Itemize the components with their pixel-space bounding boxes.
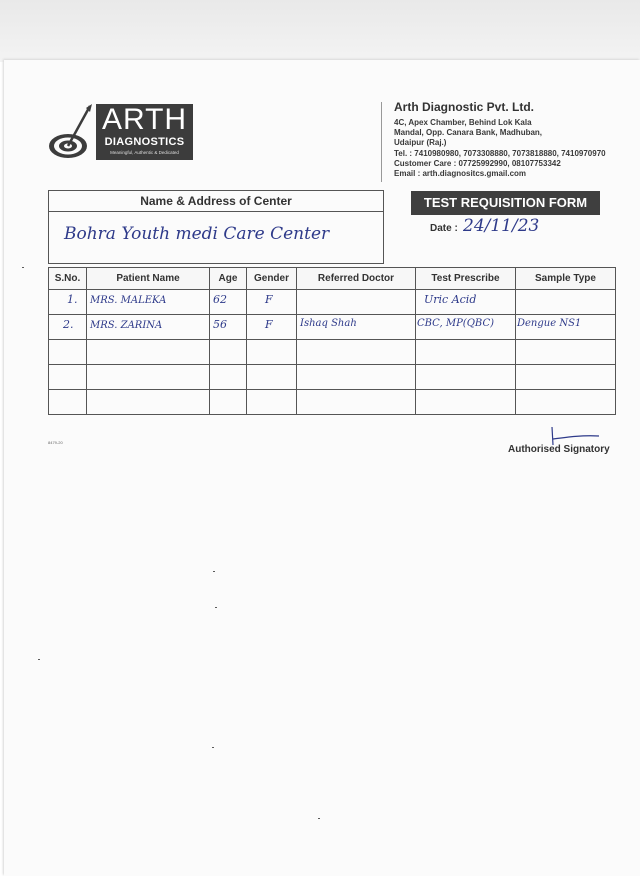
table-cell <box>210 365 247 390</box>
scan-speck <box>318 818 320 819</box>
table-header-row <box>49 268 616 290</box>
email-line: Email : arth.diagnositcs.gmail.com <box>394 169 527 178</box>
table-cell <box>87 365 210 390</box>
table-cell <box>516 365 616 390</box>
paper-sheet <box>4 60 640 876</box>
table-cell <box>49 340 87 365</box>
scan-speck <box>22 267 24 268</box>
table-row <box>49 390 616 415</box>
col-sample-type: Sample Type <box>516 268 616 290</box>
table-row <box>49 340 616 365</box>
table-cell <box>247 340 297 365</box>
col-referred-doctor: Referred Doctor <box>297 268 416 290</box>
table-cell: CBC, MP(QBC) <box>416 315 516 340</box>
col-sno: S.No. <box>49 268 87 290</box>
customer-care-line: Customer Care : 07725992990, 08107753342 <box>394 159 561 168</box>
table-cell: Dengue NS1 <box>516 315 616 340</box>
logo-subtitle: DIAGNOSTICS <box>104 136 185 148</box>
company-name: Arth Diagnostic Pvt. Ltd. <box>394 100 535 114</box>
form-title: TEST REQUISITION FORM <box>411 191 600 215</box>
table-cell: MRS. ZARINA <box>87 315 210 340</box>
scan-speck <box>38 659 40 660</box>
header-divider <box>381 102 382 182</box>
logo-wordmark <box>96 104 193 160</box>
table-row <box>49 315 616 340</box>
target-logo-icon <box>48 104 94 160</box>
scan-speck <box>213 571 215 572</box>
table-cell <box>297 390 416 415</box>
table-cell <box>416 390 516 415</box>
col-patient-name: Patient Name <box>87 268 210 290</box>
center-name: Bohra Youth medi Care Center <box>64 224 330 244</box>
logo-title: ARTH <box>101 103 188 136</box>
table-cell: MRS. MALEKA <box>87 290 210 315</box>
table-cell <box>87 390 210 415</box>
col-age: Age <box>210 268 247 290</box>
table-row <box>49 365 616 390</box>
authorised-signatory-label: Authorised Signatory <box>508 444 610 455</box>
table-cell <box>49 390 87 415</box>
table-row <box>49 290 616 315</box>
table-cell <box>247 390 297 415</box>
address-line: 4C, Apex Chamber, Behind Lok Kala <box>394 118 532 127</box>
table-cell <box>297 365 416 390</box>
center-heading: Name & Address of Center <box>49 191 383 212</box>
center-box <box>48 190 384 264</box>
table-cell: F <box>247 290 297 315</box>
date-value: 24/11/23 <box>463 216 540 236</box>
table-cell <box>87 340 210 365</box>
table-cell <box>210 390 247 415</box>
table-cell <box>297 290 416 315</box>
table-cell: F <box>247 315 297 340</box>
table-cell: Uric Acid <box>416 290 516 315</box>
scan-speck <box>215 607 217 608</box>
table-cell <box>416 340 516 365</box>
table-cell: 1. <box>49 290 87 315</box>
table-cell <box>516 390 616 415</box>
patient-table <box>48 267 616 415</box>
address-line: Mandal, Opp. Canara Bank, Madhuban, <box>394 128 543 137</box>
table-cell: 62 <box>210 290 247 315</box>
table-cell: Ishaq Shah <box>297 315 416 340</box>
address-line: Udaipur (Raj.) <box>394 138 447 147</box>
table-cell <box>247 365 297 390</box>
table-cell <box>49 365 87 390</box>
table-cell <box>297 340 416 365</box>
table-cell <box>516 290 616 315</box>
col-test-prescribe: Test Prescribe <box>416 268 516 290</box>
table-cell <box>210 340 247 365</box>
table-cell: 56 <box>210 315 247 340</box>
table-cell <box>516 340 616 365</box>
form-code: 8479-20 <box>48 440 63 445</box>
col-gender: Gender <box>247 268 297 290</box>
table-cell <box>416 365 516 390</box>
phone-line: Tel. : 7410980980, 7073308880, 7073818880, 7410970970 <box>394 149 606 158</box>
logo-tagline: Meaningful, Authentic & Dedicated <box>110 150 179 155</box>
date-label: Date : <box>430 223 458 234</box>
scan-speck <box>212 747 214 748</box>
scan-background <box>0 0 640 62</box>
table-cell: 2. <box>49 315 87 340</box>
